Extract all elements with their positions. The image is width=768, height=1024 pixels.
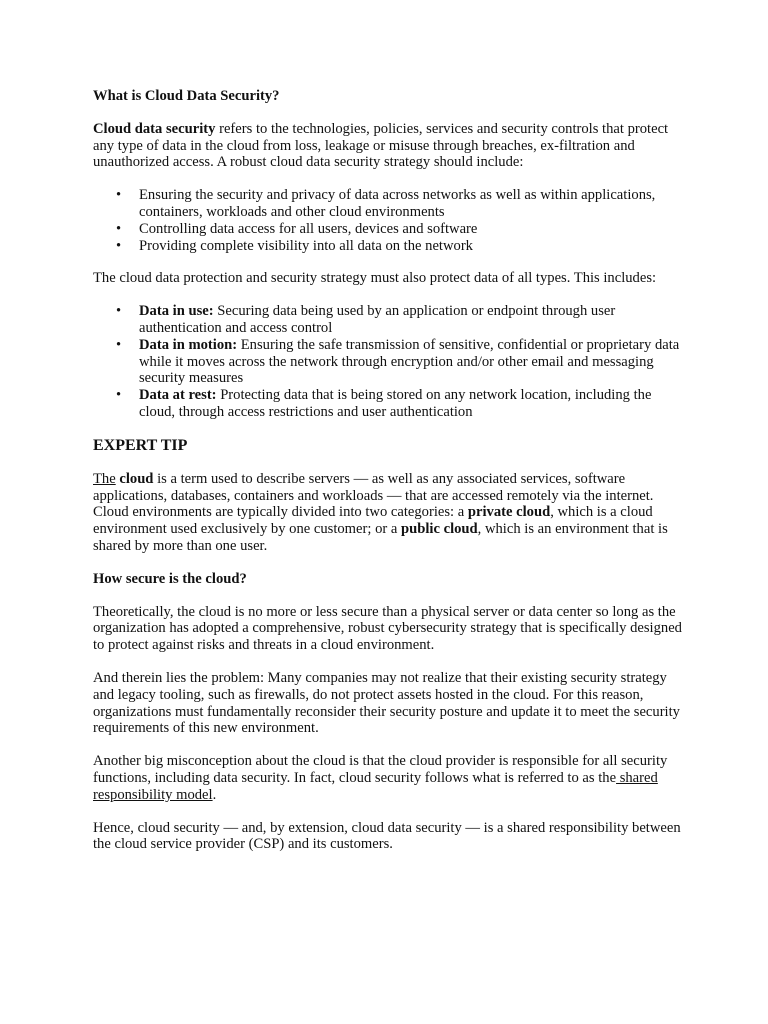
expert-tip-the: The [93, 470, 116, 487]
intro-text: refers to the technologies, policies, services and security controls that protect any type of data in the cloud from loss, leakage or misuse through breaches, ex-filtration and unauthorized access. A robust cloud data security strategy should include: [93, 120, 669, 171]
expert-tip-text: is a term used to describe servers — as well as any associated services, software applications, databases, containers and workloads — that are accessed remotely via the internet. Cloud environments are typically divided into two categories: a [93, 470, 654, 521]
protection-intro: The cloud data protection and security strategy must also protect data of all types. This includes: [93, 270, 657, 287]
strategy-list [93, 187, 683, 254]
data-type-text: Ensuring the safe transmission of sensitive, confidential or proprietary data while it moves across the network through encryption and/or other email and messaging security measures [139, 336, 680, 387]
data-type-term: Data in motion: [139, 336, 238, 353]
data-type-text: Securing data being used by an application or endpoint through user authentication and access control [139, 303, 616, 336]
shared-responsibility-model-link[interactable]: shared responsibility model [93, 769, 658, 803]
how-secure-paragraph-3 [93, 753, 683, 803]
paragraph-text: . [212, 786, 217, 803]
expert-tip-cloud-term: cloud [119, 470, 154, 487]
how-secure-heading: How secure is the cloud? [93, 570, 247, 587]
list-item: • Providing complete visibility into all data on the network [93, 238, 683, 255]
expert-tip-heading: EXPERT TIP [93, 436, 188, 454]
paragraph-text: Another big misconception about the cloud is that the cloud provider is responsible for all security functions, including data security. In fact, cloud security follows what is referred to as the [93, 753, 668, 786]
intro-paragraph [93, 121, 683, 171]
expert-tip-paragraph [93, 471, 683, 555]
expert-tip-text: , which is a cloud environment used exclusively by one customer; or a [93, 504, 653, 538]
intro-term: Cloud data security [93, 120, 216, 137]
how-secure-paragraph-4: Hence, cloud security — and, by extension, cloud data security — is a shared responsibility between the cloud service provider (CSP) and its customers. [93, 819, 681, 853]
page-title: What is Cloud Data Security? [93, 88, 280, 104]
data-type-term: Data in use: [139, 303, 214, 320]
list-item: • Ensuring the security and privacy of data across networks as well as within applications, containers, workloads and other cloud environments [93, 187, 683, 221]
list-item-data-at-rest [93, 387, 683, 421]
list-item-data-in-motion [93, 337, 683, 387]
how-secure-paragraph-1: Theoretically, the cloud is no more or less secure than a physical server or data center so long as the organization has adopted a comprehensive, robust cybersecurity strategy that is specifically designed to protect against risks and threats in a cloud environment. [93, 603, 682, 654]
document-body [93, 88, 683, 869]
private-cloud-term: private cloud [467, 504, 551, 521]
list-item-data-in-use [93, 303, 683, 337]
data-type-text: Protecting data that is being stored on any network location, including the cloud, through access restrictions and user authentication [139, 387, 652, 420]
list-item: • Controlling data access for all users, devices and software [93, 221, 683, 238]
data-types-list [93, 303, 683, 421]
public-cloud-term: public cloud [401, 521, 478, 538]
expert-tip-text: , which is an environment that is shared by more than one user. [93, 521, 668, 554]
how-secure-paragraph-2: And therein lies the problem: Many companies may not realize that their existing security strategy and legacy tooling, such as firewalls, do not protect assets hosted in the cloud. For this reason, organizations must fundamentally reconsider their security posture and update it to meet the security requirements of this new environment. [93, 669, 680, 737]
data-type-term: Data at rest: [139, 387, 217, 404]
